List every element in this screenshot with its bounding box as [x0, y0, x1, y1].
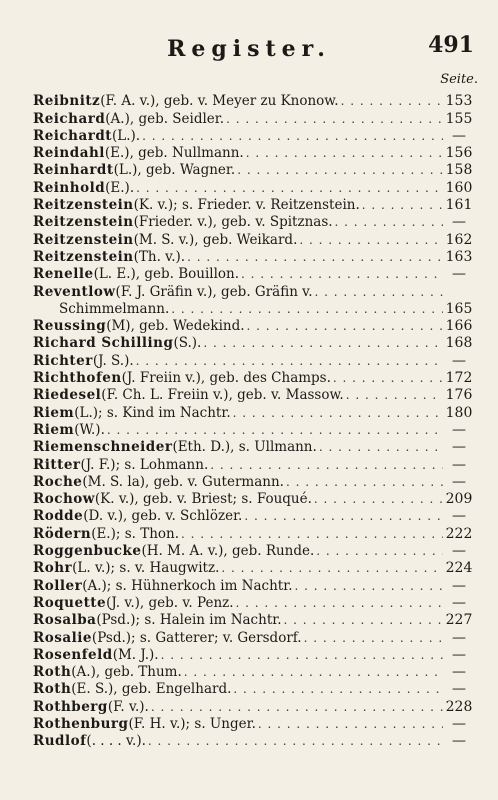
entry-name: Reitzenstein	[33, 214, 134, 231]
entry-page: 153	[445, 93, 473, 110]
entry-details: (M), geb. Wedekind.	[106, 318, 245, 335]
dot-leader	[241, 266, 443, 283]
register-entry	[33, 491, 473, 508]
entry-page: —	[452, 352, 466, 369]
entry-page: 176	[445, 387, 473, 404]
entry-name: Roth	[33, 664, 72, 681]
entry-page: 155	[445, 110, 473, 127]
dot-leader	[316, 543, 443, 560]
entry-name: Reibnitz	[33, 93, 101, 110]
register-entry	[33, 197, 473, 214]
entry-page: —	[452, 646, 466, 663]
entry-name: Riedesel	[33, 387, 102, 404]
register-entry	[33, 456, 473, 473]
register-entry	[33, 716, 473, 733]
entry-page: 168	[445, 335, 473, 352]
entry-details: (D. v.), geb. v. Schlözer.	[83, 508, 243, 525]
dot-leader	[319, 439, 443, 456]
entry-details: (Frieder. v.), geb. v. Spitznas.	[133, 214, 333, 231]
entry-details: (K. v.); s. Frieder. v. Reitzenstein.	[133, 197, 360, 214]
entry-page: —	[452, 473, 466, 490]
register-entry	[33, 595, 473, 612]
entry-name: Richthofen	[33, 370, 122, 387]
register-entry	[33, 249, 473, 266]
dot-leader	[151, 699, 443, 716]
dot-leader	[341, 93, 443, 110]
entry-name: Rosenfeld	[33, 646, 113, 663]
dot-leader	[314, 491, 443, 508]
register-entry	[33, 110, 473, 127]
entry-name: Riem	[33, 404, 75, 421]
entry-name: Rosalba	[33, 612, 97, 629]
register-entry	[33, 629, 473, 646]
entry-name: Roller	[33, 577, 83, 594]
register-entry	[33, 612, 473, 629]
entry-name: Riemenschneider	[33, 439, 173, 456]
entry-page: 222	[445, 525, 473, 542]
register-entries	[33, 93, 473, 750]
register-entry	[33, 352, 473, 369]
entry-name: Richard Schilling	[33, 335, 174, 352]
register-entry	[33, 370, 473, 387]
entry-details: (L.), geb. Wagner.	[113, 162, 236, 179]
register-entry	[33, 162, 473, 179]
entry-page: 158	[445, 162, 473, 179]
register-entry	[33, 681, 473, 698]
entry-page: —	[452, 733, 466, 750]
entry-details: (E. S.), geb. Engelhard.	[71, 681, 232, 698]
entry-page: —	[452, 715, 466, 732]
dot-leader	[181, 526, 443, 543]
dot-leader	[221, 560, 443, 577]
register-entry	[33, 93, 473, 110]
entry-name: Rothenburg	[33, 715, 129, 732]
dot-leader	[294, 578, 443, 595]
register-entry	[33, 404, 473, 421]
dot-leader	[237, 162, 443, 179]
register-entry	[33, 318, 473, 335]
entry-page: —	[452, 508, 466, 525]
entry-page: —	[452, 439, 466, 456]
entry-details: (F. J. Gräfin v.), geb. Gräfin v.	[115, 283, 313, 300]
entry-page: 165	[445, 300, 473, 317]
dot-leader	[136, 180, 443, 197]
entry-details: Schimmelmann.	[59, 300, 170, 317]
register-entry	[33, 543, 473, 560]
entry-page: —	[452, 266, 466, 283]
entry-name: Reichardt	[33, 127, 113, 144]
entry-name: Rosalie	[33, 629, 92, 646]
entry-details: (W.).	[74, 421, 105, 438]
entry-page: 161	[445, 197, 473, 214]
dot-leader	[299, 232, 443, 249]
entry-page: 172	[445, 370, 473, 387]
dot-leader	[210, 457, 443, 474]
entry-details: (L. E.), geb. Bouillon.	[93, 266, 240, 283]
register-entry	[33, 214, 473, 231]
dot-leader	[233, 681, 443, 698]
entry-details: (F. H. v.); s. Unger.	[128, 715, 256, 732]
entry-name: Roggenbucke	[33, 543, 142, 560]
register-entry	[33, 231, 473, 248]
entry-name: Reventlow	[33, 283, 116, 300]
entry-name: Reitzenstein	[33, 197, 134, 214]
register-entry	[33, 128, 473, 145]
entry-details: (Psd.); s. Gatterer; v. Gersdorf.	[91, 629, 302, 646]
entry-page: 166	[445, 318, 473, 335]
dot-leader	[233, 405, 443, 422]
page-title: Register.	[167, 36, 331, 62]
entry-page: —	[452, 577, 466, 594]
dot-leader	[203, 335, 443, 352]
entry-details: (E.).	[105, 179, 135, 196]
entry-details: (M. J.).	[112, 646, 159, 663]
dot-leader	[333, 370, 443, 387]
entry-page: —	[452, 214, 466, 231]
entry-name: Rudlof	[33, 733, 87, 750]
dot-leader	[246, 145, 443, 162]
entry-name: Reichard	[33, 110, 106, 127]
entry-details: (E.), geb. Nullmann.	[104, 145, 244, 162]
entry-page: —	[452, 664, 466, 681]
register-entry	[33, 664, 473, 681]
dot-leader	[236, 595, 443, 612]
dot-leader	[244, 508, 443, 525]
dot-leader	[184, 664, 443, 681]
entry-name: Roth	[33, 681, 72, 698]
entry-details: (A.), geb. Thum.	[71, 664, 182, 681]
entry-details: (Psd.); s. Halein im Nachtr.	[96, 612, 282, 629]
entry-page: —	[452, 594, 466, 611]
register-entry	[33, 733, 473, 750]
entry-details: (J. F.); s. Lohmann.	[80, 456, 209, 473]
entry-details: (F. v.).	[107, 698, 149, 715]
register-entry	[33, 560, 473, 577]
entry-details: (A.), geb. Seidler.	[105, 110, 225, 127]
entry-details: (L.); s. Kind im Nachtr.	[74, 404, 231, 421]
entry-details: (J. Freiin v.), geb. des Champs.	[121, 370, 331, 387]
dot-leader	[284, 612, 443, 629]
entry-details: (E.); s. Thon.	[91, 525, 180, 542]
entry-page: —	[452, 127, 466, 144]
dot-leader	[315, 284, 444, 301]
entry-page: 228	[445, 698, 473, 715]
entry-name: Reitzenstein	[33, 248, 134, 265]
register-entry	[33, 698, 473, 715]
dot-leader	[171, 301, 443, 318]
register-entry	[33, 387, 473, 404]
entry-details: (Eth. D.), s. Ullmann.	[172, 439, 317, 456]
dot-leader	[187, 249, 443, 266]
entry-details: (Th. v.).	[133, 248, 186, 265]
entry-details: (F. A. v.), geb. v. Meyer zu Knonow.	[100, 93, 339, 110]
entry-page: —	[452, 681, 466, 698]
entry-page: 227	[445, 612, 473, 629]
dot-leader	[136, 353, 443, 370]
dot-leader	[226, 111, 443, 128]
entry-details: (A.); s. Hühnerkoch im Nachtr.	[82, 577, 293, 594]
register-entry	[33, 474, 473, 491]
dot-leader	[142, 128, 443, 145]
entry-details: (J. v.), geb. v. Penz.	[106, 594, 234, 611]
register-entry	[33, 525, 473, 542]
entry-page: 160	[445, 179, 473, 196]
entry-name: Reindahl	[33, 145, 105, 162]
entry-name: Reinhardt	[33, 162, 114, 179]
register-entry	[33, 266, 473, 283]
entry-page: —	[452, 456, 466, 473]
entry-page: —	[452, 421, 466, 438]
entry-details: (L. v.); s. v. Haugwitz.	[72, 560, 220, 577]
dot-leader	[304, 630, 443, 647]
dot-leader	[161, 647, 443, 664]
dot-leader	[148, 733, 443, 750]
entry-details: (M. S. la), geb. v. Gutermann.	[82, 473, 284, 490]
register-entry	[33, 647, 473, 664]
register-entry	[33, 335, 473, 352]
page-number: 491	[428, 32, 474, 58]
dot-leader	[258, 716, 443, 733]
entry-details: (H. M. A. v.), geb. Runde.	[141, 543, 315, 560]
register-entry	[33, 439, 473, 456]
register-entry	[33, 283, 473, 300]
register-entry	[33, 145, 473, 162]
dot-leader	[335, 214, 443, 231]
entry-page: 156	[445, 145, 473, 162]
dot-leader	[346, 387, 443, 404]
entry-name: Rothberg	[33, 698, 108, 715]
entry-name: Reussing	[33, 318, 107, 335]
register-entry	[33, 422, 473, 439]
entry-page: 180	[445, 404, 473, 421]
page-column-label: Seite.	[440, 72, 478, 87]
entry-name: Rodde	[33, 508, 84, 525]
entry-name: Rödern	[33, 525, 92, 542]
register-entry	[33, 179, 473, 196]
entry-name: Roche	[33, 473, 83, 490]
entry-name: Reinhold	[33, 179, 106, 196]
entry-name: Roquette	[33, 594, 107, 611]
dot-leader	[107, 422, 443, 439]
entry-page: 163	[445, 248, 473, 265]
entry-details: (K. v.), geb. v. Briest; s. Fouqué.	[94, 491, 312, 508]
entry-page: 209	[445, 491, 473, 508]
entry-details: (. . . . v.).	[86, 733, 146, 750]
entry-page: 162	[445, 231, 473, 248]
register-entry	[33, 508, 473, 525]
entry-name: Ritter	[33, 456, 81, 473]
entry-page: 224	[445, 560, 473, 577]
register-entry	[33, 301, 473, 318]
entry-name: Reitzenstein	[33, 231, 134, 248]
entry-name: Renelle	[33, 266, 94, 283]
entry-details: (F. Ch. L. Freiin v.), geb. v. Massow.	[101, 387, 344, 404]
entry-name: Riem	[33, 421, 75, 438]
dot-leader	[362, 197, 443, 214]
dot-leader	[247, 318, 443, 335]
entry-name: Rochow	[33, 491, 95, 508]
entry-details: (S.).	[173, 335, 202, 352]
dot-leader	[286, 474, 443, 491]
entry-name: Rohr	[33, 560, 73, 577]
entry-details: (L.).	[112, 127, 141, 144]
register-entry	[33, 577, 473, 594]
entry-details: (J. S.).	[92, 352, 134, 369]
entry-page: —	[452, 543, 466, 560]
entry-page: —	[452, 629, 466, 646]
entry-details: (M. S. v.), geb. Weikard.	[133, 231, 298, 248]
entry-name: Richter	[33, 352, 93, 369]
